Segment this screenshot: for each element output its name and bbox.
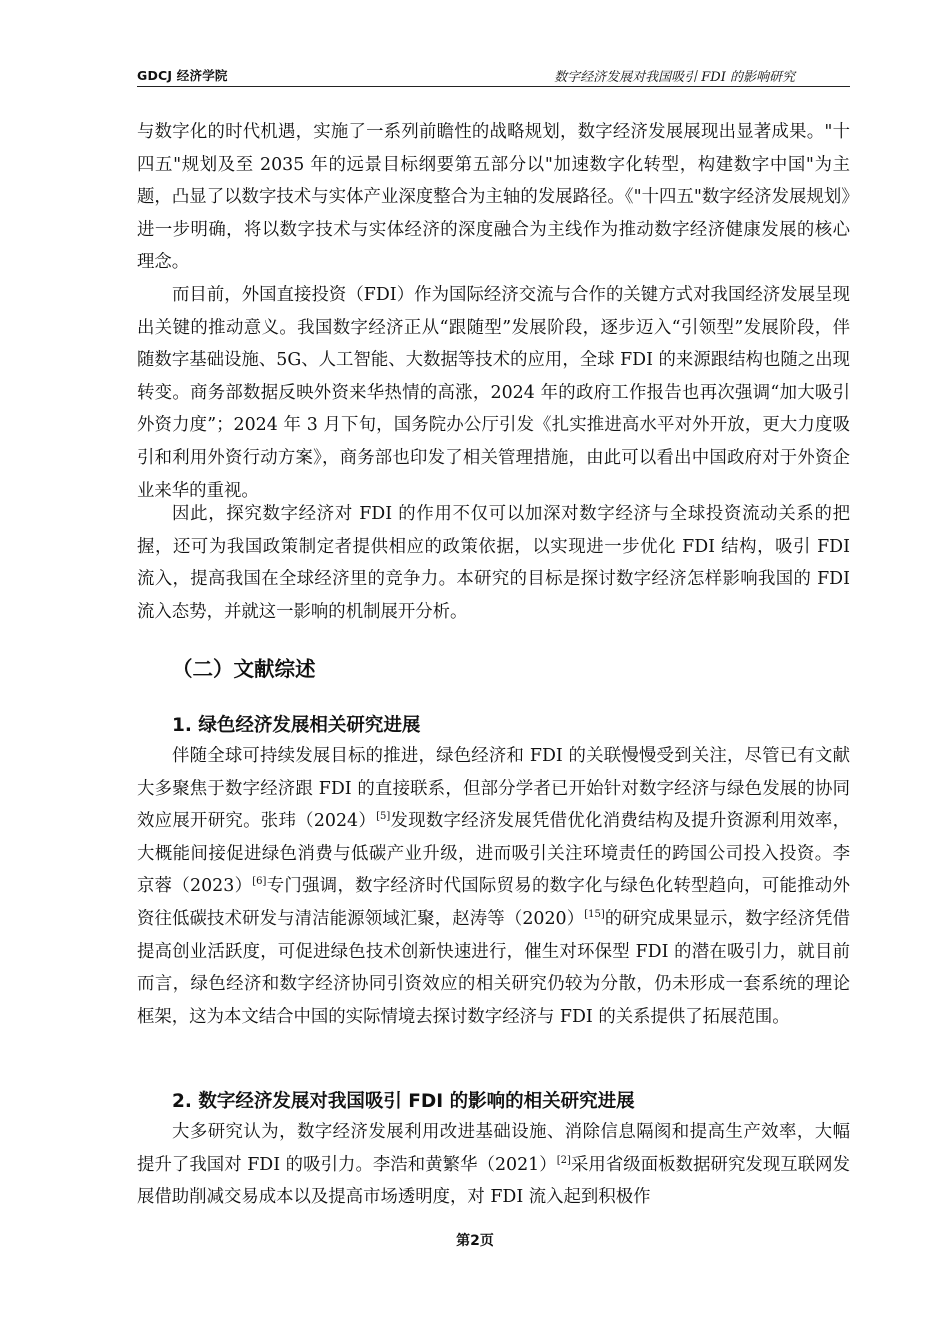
- text-run: 的研究成果显示，数字经济凭借提高创业活跃度，可促进绿色技术创新快速进行，催生对环保型 FDI 的潜在吸引力，就目前而言，绿色经济和数字经济协同引资效应的相关研究仍较为分散，仍未形成一套系统的理论框架，这为本文结合中国的实际情境去探讨数字经济与 FDI 的关系提供了拓展范围。: [137, 908, 850, 1027]
- citation-ref: [2]: [556, 1154, 571, 1166]
- paragraph-digital-economy-fdi: [137, 1116, 850, 1214]
- paragraph-fdi-context: 而目前，外国直接投资（FDI）作为国际经济交流与合作的关键方式对我国经济发展呈现出关键的推动意义。我国数字经济正从“跟随型”发展阶段，逐步迈入“引领型”发展阶段，伴随数字基础设施、5G、人工智能、大数据等技术的应用，全球 FDI 的来源跟结构也随之出现转变。商务部数据反映外资来华热情的高涨，2024 年的政府工作报告也再次强调“加大吸引外资力度”；2024 年 3 月下旬，国务院办公厅引发《扎实推进高水平对外开放，更大力度吸引和利用外资行动方案》，商务部也印发了相关管理措施，由此可以看出中国政府对于外资企业来华的重视。: [137, 285, 850, 501]
- subsection-heading-digital-economy-fdi: 2. 数字经济发展对我国吸引 FDI 的影响的相关研究进展: [172, 1091, 635, 1112]
- citation-ref: [15]: [584, 908, 605, 920]
- text-run: 采用省级面板数据研究发现互联网发展借助削减交易成本以及提高市场透明度，对 FDI 流入起到积极作: [137, 1154, 850, 1208]
- header-institution: GDCJ 经济学院: [137, 68, 228, 83]
- page-header: [137, 62, 850, 87]
- page-number: 第2页: [456, 1233, 494, 1249]
- citation-ref: [6]: [252, 876, 267, 888]
- header-running-title: 数字经济发展对我国吸引 FDI 的影响研究: [554, 70, 795, 85]
- section-heading-literature-review: （二）文献综述: [172, 657, 316, 681]
- text-run: 专门强调，数字经济时代国际贸易的数字化与绿色化转型趋向，可能推动外资往低碳技术研发与清洁能源领域汇聚，赵涛等（2020）: [137, 876, 850, 929]
- text-run: 发现数字经济发展凭借优化消费结构及提升资源利用效率，大概能间接促进绿色消费与低碳产业升级，进而吸引关注环境责任的跨国公司投入投资。李京蓉（2023）: [137, 811, 850, 897]
- citation-ref: [5]: [376, 811, 391, 823]
- subsection-heading-green-economy: 1. 绿色经济发展相关研究进展: [172, 715, 421, 736]
- paragraph-research-goal: 因此，探究数字经济对 FDI 的作用不仅可以加深对数字经济与全球投资流动关系的把握，还可为我国政策制定者提供相应的政策依据，以实现进一步优化 FDI 结构，吸引 FDI 流入，提高我国在全球经济里的竞争力。本研究的目标是探讨数字经济怎样影响我国的 FDI 流入态势，并就这一影响的机制展开分析。: [137, 504, 850, 622]
- paragraph-green-economy: [137, 740, 850, 1033]
- paragraph-intro-continued: 与数字化的时代机遇，实施了一系列前瞻性的战略规划，数字经济发展展现出显著成果。"十四五"规划及至 2035 年的远景目标纲要第五部分以"加速数字化转型，构建数字中国"为主题，凸显了以数字技术与实体产业深度整合为主轴的发展路径。《"十四五"数字经济发展规划》进一步明确，将以数字技术与实体经济的深度融合为主线作为推动数字经济健康发展的核心理念。: [137, 122, 850, 273]
- text-run: 大多研究认为，数字经济发展利用改进基础设施、消除信息隔阂和提高生产效率，大幅提升了我国对 FDI 的吸引力。李浩和黄繁华（2021）: [137, 1122, 850, 1175]
- text-run: 伴随全球可持续发展目标的推进，绿色经济和 FDI 的关联慢慢受到关注，尽管已有文献大多聚焦于数字经济跟 FDI 的直接联系，但部分学者已开始针对数字经济与绿色发展的协同效应展开研究。张玮（2024）: [137, 746, 850, 832]
